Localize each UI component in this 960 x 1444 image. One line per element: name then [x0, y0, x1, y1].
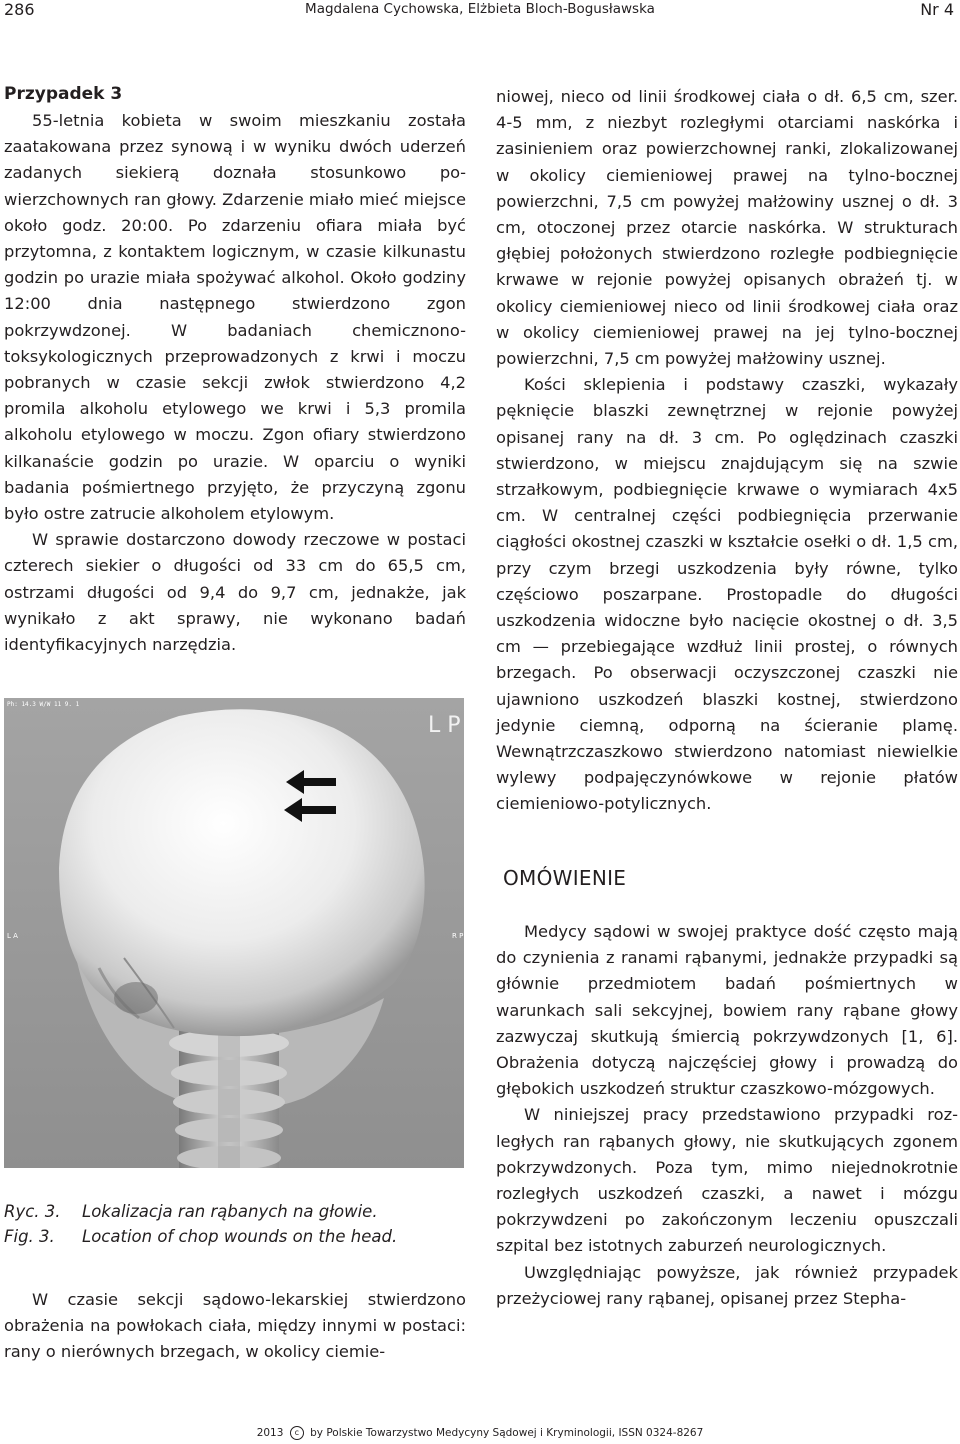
issue-number: Nr 4	[920, 0, 954, 19]
caption-polish	[4, 1199, 397, 1224]
orientation-left-marker: L A	[7, 932, 18, 940]
figure-caption	[4, 1199, 397, 1249]
orientation-overlay: L P	[428, 713, 461, 738]
autopsy-paragraph: W czasie sekcji sądowo-lekarskiej stwierdzono obrażenia na powłokach ciała, między innymi w postaci: rany o nierównych brzegach, w okolicy ciemie-	[4, 1290, 466, 1362]
orientation-right-marker: R P	[452, 932, 464, 940]
footer-year: 2013	[256, 1427, 284, 1439]
caption-english	[4, 1224, 397, 1249]
cervical-spine	[169, 1028, 289, 1168]
discussion-paragraph-1: Medycy sądowi w swojej praktyce dość często mają do czynienia z ranami rąbanymi, jednakże przypadki są głównie przedmiotem badań pośmiertnych w warunkach sali sekcyjnej, bowiem rany rąbane głowy zazwyczaj skutkują śmiercią pokrzywdzonych [1, 6]. Obrażenia dotyczą najczęściej głowy i prowadzą do głębokich uszkodzeń struktur czaszkowo-mózgowych.	[496, 922, 958, 1099]
left-column-bottom	[4, 1287, 466, 1366]
right-column-top	[496, 84, 958, 818]
wound-description-paragraph: niowej, nieco od linii środkowej ciała o dł. 6,5 cm, szer. 4-5 mm, z niezbyt rozległymi otarciami naskórka i zasinieniem oraz powierzchownej ranki, zlokalizowanej w okolicy ciemieniowej prawej na tylno-bocznej powierzchni, 7,5 cm powyżej małżowiny usznej o dł. 3 cm, otoczonej przez otarcie naskórka. W strukturach głębiej położonych stwierdzono rozległe podbiegnięcie krwawe w rejonie powyżej opisanych obrażeń tj. w okolicy ciemieniowej nieco od linii środkowej ciała oraz w okolicy ciemieniowej prawej na jej tylno-bocznej powierzchni, 7,5 cm powyżej małżowiny usznej.	[496, 87, 958, 369]
page-header	[0, 0, 960, 24]
case-title: Przypadek 3	[4, 84, 123, 104]
running-authors: Magdalena Cychowska, Elżbieta Bloch-Bogusławska	[305, 1, 655, 17]
evidence-paragraph: W sprawie dostarczono dowody rzeczowe w postaci czterech siekier o długości od 33 cm do 65,5 cm, ostrzami długości od 9,4 do 9,7 cm, jednakże, jak wynikało z akt sprawy, nie wykonano badań identyfikacyjnych narzędzia.	[4, 530, 466, 655]
page-number: 286	[4, 0, 35, 19]
footer-text: by Polskie Towarzystwo Medycyny Sądowej i Kryminologii, ISSN 0324-8267	[310, 1427, 704, 1439]
caption-english-label: Fig. 3.	[4, 1227, 55, 1246]
skull-3d-render-image	[4, 698, 464, 1168]
discussion-paragraph-3: Uwzględniając powyższe, jak również przypadek przeżyciowej rany rąbanej, opisanej przez Stepha-	[496, 1262, 958, 1308]
skull-findings-paragraph: Kości sklepienia i podstawy czaszki, wykazały pęknięcie blaszki zewnętrznej w rejonie powyżej opisanej rany na dł. 3 cm. Po oględzinach czaszki stwierdzono, w miejscu znajdującym się na szwie strzałkowym, podbiegnięcie krwawe o wymiarach 4x5 cm. W centralnej części podbiegnięcia przerwanie ciągłości okostnej czaszki w kształcie osełki o dł. 1,5 cm, przy czym brzegi uszkodzenia były równe, tylko częściowo poszarpane. Prostopadle do długości uszkodzenia widoczne było nacięcie okostnej o dł. 3,5 cm — przebiegające wzdłuż linii prostej, o równych brzegach. Po obserwacji oczyszczonej czaszki nie ujawniono uszkodzeń blaszki kostnej, stwierdzono jedynie ciemną, odporną na ścieranie plamę. Wewnątrzczaszkowo stwierdzono natomiast niewielkie wylewy podpajęczynówkowe w rejonie płatów ciemieniowo-potylicznych.	[496, 375, 958, 814]
caption-polish-label: Ryc. 3.	[4, 1202, 61, 1221]
right-column-bottom	[496, 919, 958, 1312]
caption-polish-text: Lokalizacja ran rąbanych na głowie.	[82, 1202, 378, 1221]
scan-info-text: Ph: 14.3 W/W 11 9. 1	[7, 701, 80, 708]
discussion-paragraph-2: W niniejszej pracy przedstawiono przypadki rozległych ran rąbanych głowy, nie skutkujących zgonem pokrzywdzonych. Poza tym, mimo niejednokrotnie rozległych uszkodzeń czaszki, a nawet i mózgu pokrzywdzeni po zakończonym leczeniu opuszczali szpital bez istotnych zaburzeń neurologicznych.	[496, 1105, 958, 1256]
caption-english-text: Location of chop wounds on the head.	[82, 1227, 398, 1246]
skull-ct-figure	[4, 698, 464, 1168]
page-footer	[0, 1426, 960, 1440]
left-column-top	[4, 82, 466, 658]
section-title: OMÓWIENIE	[503, 866, 627, 890]
case-description-paragraph: 55-letnia kobieta w swoim mieszkaniu została zaatakowana przez synową i w wyniku dwóch uderzeń zadanych siekierą doznała stosunkowo powierzchownych ran głowy. Zdarzenie miało mieć miejsce około godz. 20:00. Po zdarzeniu ofiara miała być przytomna, z kontaktem logicznym, w czasie kilkunastu godzin po urazie miała spożywać alkohol. Około godziny 12:00 dnia następnego stwierdzono zgon pokrzywdzonej. W badaniach chemicznono-toksykologicznych przeprowadzonych z krwi i moczu pobranych w czasie sekcji zwłok stwierdzono 4,2 promila alkoholu etylowego we krwi i 5,3 promila alkoholu etylowego w moczu. Zgon ofiary stwierdzono kilkanaście godzin po urazie. W oparciu o wyniki badania pośmiertnego przyjęto, że przyczyną zgonu było ostre zatrucie alkoholem etylowym.	[4, 111, 466, 524]
copyright-icon: c	[290, 1426, 304, 1440]
